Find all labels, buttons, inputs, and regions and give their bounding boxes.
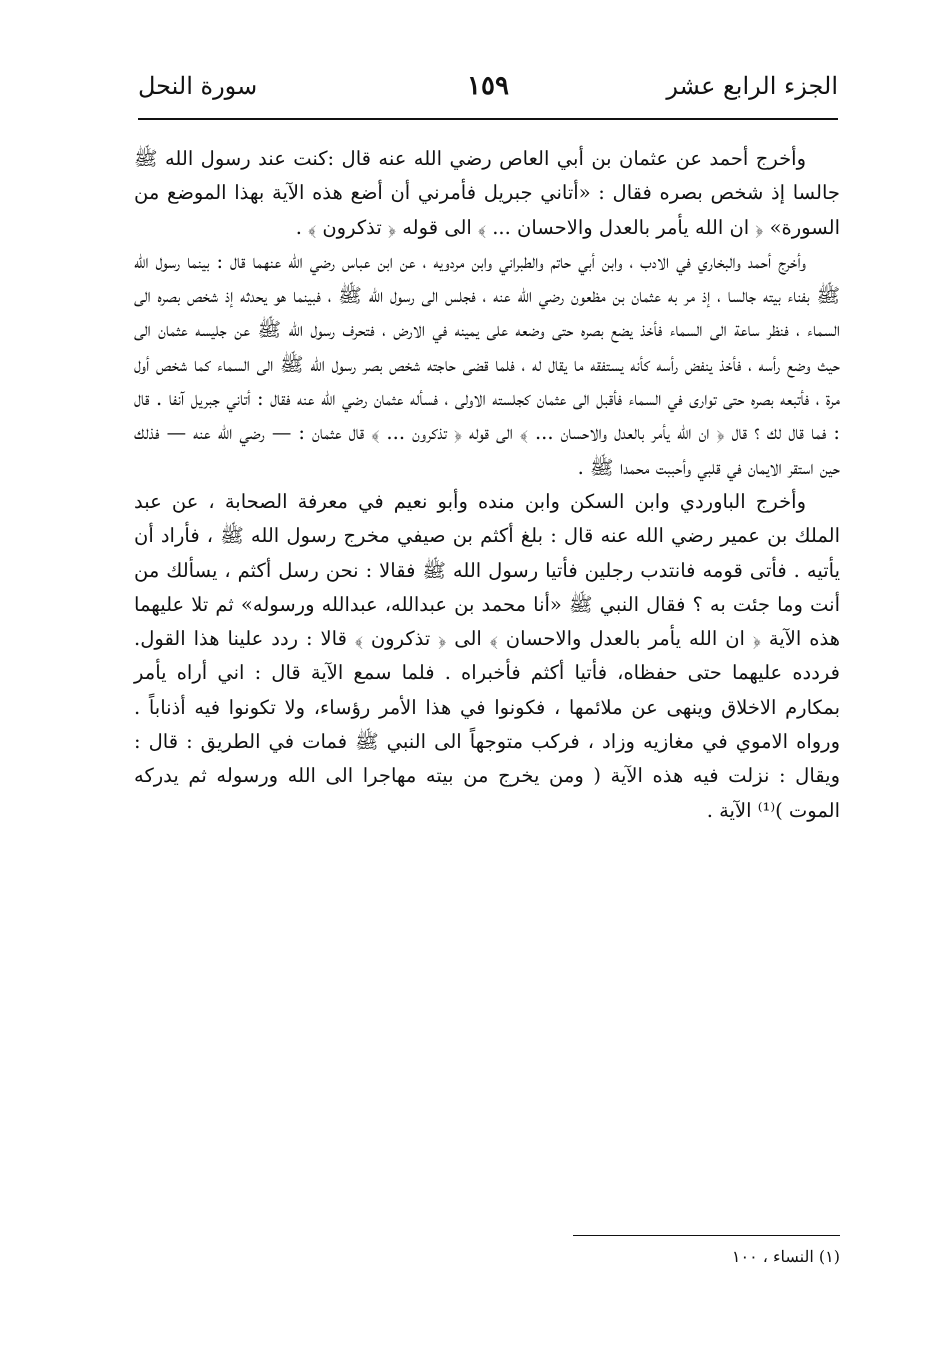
header-divider (138, 118, 838, 120)
paragraph-1: وأخرج أحمد عن عثمان بن أبي العاص رضي الله عنه قال :كنت عند رسول الله ﷺ جالسا إذ شخص بصره فقال : «أتاني جبريل فأمرني أن أضع هذه الآية بهذا الموضع من السورة» ﴿ ان الله يأمر بالعدل والاحسان ... ﴾ الى قوله ﴿ تذكرون ﴾ . (134, 147, 840, 239)
page-number: ١٥٩ (467, 71, 509, 101)
main-text (134, 142, 840, 828)
page-header (138, 66, 838, 110)
footnote-divider (573, 1235, 840, 1236)
part-title: الجزء الرابع عشر (666, 72, 838, 100)
footnote: (١) النساء ، ١٠٠ (731, 1247, 840, 1266)
paragraph-3: وأخرج الباوردي وابن السكن وابن منده وأبو نعيم في معرفة الصحابة ، عن عبد الملك بن عمير رضي الله عنه قال : بلغ أكثم بن صيفي مخرج رسول الله ﷺ ، فأراد أن يأتيه . فأتى قومه فانتدب رجلين فأتيا رسول الله ﷺ فقالا : نحن رسل أكثم ، يسألك من أنت وما جئت به ؟ فقال النبي ﷺ «أنا محمد بن عبدالله، عبدالله ورسوله» ثم تلا عليهما هذه الآية ﴿ ان الله يأمر بالعدل والاحسان ﴾ الى ﴿ تذكرون ﴾ قالا : ردد علينا هذا القول. فردده عليهما حتى حفظاه، فأتيا أكثم فأخبراه . فلما سمع الآية قال : اني أراه يأمر بمكارم الاخلاق وينهى عن ملائمها ، فكونوا في هذا الأمر رؤساء، ولا تكونوا فيه أذناباً . ورواه الاموي في مغازيه وزاد ، فركب متوجهاً الى النبي ﷺ فمات في الطريق : قال : ويقال : نزلت فيه هذه الآية ( ومن يخرج من بيته مهاجرا الى الله ورسوله ثم يدركه الموت )⁽¹⁾ الآية . (134, 489, 840, 822)
paragraph-2: وأخرج أحمد والبخاري في الادب ، وابن أبي حاتم والطبراني وابن مردويه ، عن ابن عباس رضي الله عنهما قال : بينما رسول الله ﷺ بفناء بيته جالسا ، إذ مر به عثمان بن مظعون رضي الله عنه ، فجلس الى رسول الله ﷺ ، فبينما هو يحدثه إذ شخص بصره الى السماء ، فنظر ساعة الى السماء فأخذ يضع بصره حتى وضعه على يمينه في الارض ، فتحرف رسول الله ﷺ عن جليسه عثمان الى حيث وضع رأسه ، فأخذ ينفض رأسه كأنه يستفقه ما يقال له ، فلما قضى حاجته شخص بصر رسول الله ﷺ الى السماء كما شخص أول مرة ، فأتبعه بصره حتى توارى في السماء فأقبل الى عثمان كجلسته الاولى ، فسأله عثمان رضي الله عنه فقال : أتاني جبريل آنفا . قال : فما قال لك ؟ قال ﴿ ان الله يأمر بالعدل والاحسان ... ﴾ الى قوله ﴿ تذكرون ... ﴾ قال عثمان : — رضي الله عنه — فذلك حين استقر الايمان في قلبي وأحببت محمدا ﷺ . (134, 249, 840, 479)
surah-title: سورة النحل (138, 72, 258, 100)
